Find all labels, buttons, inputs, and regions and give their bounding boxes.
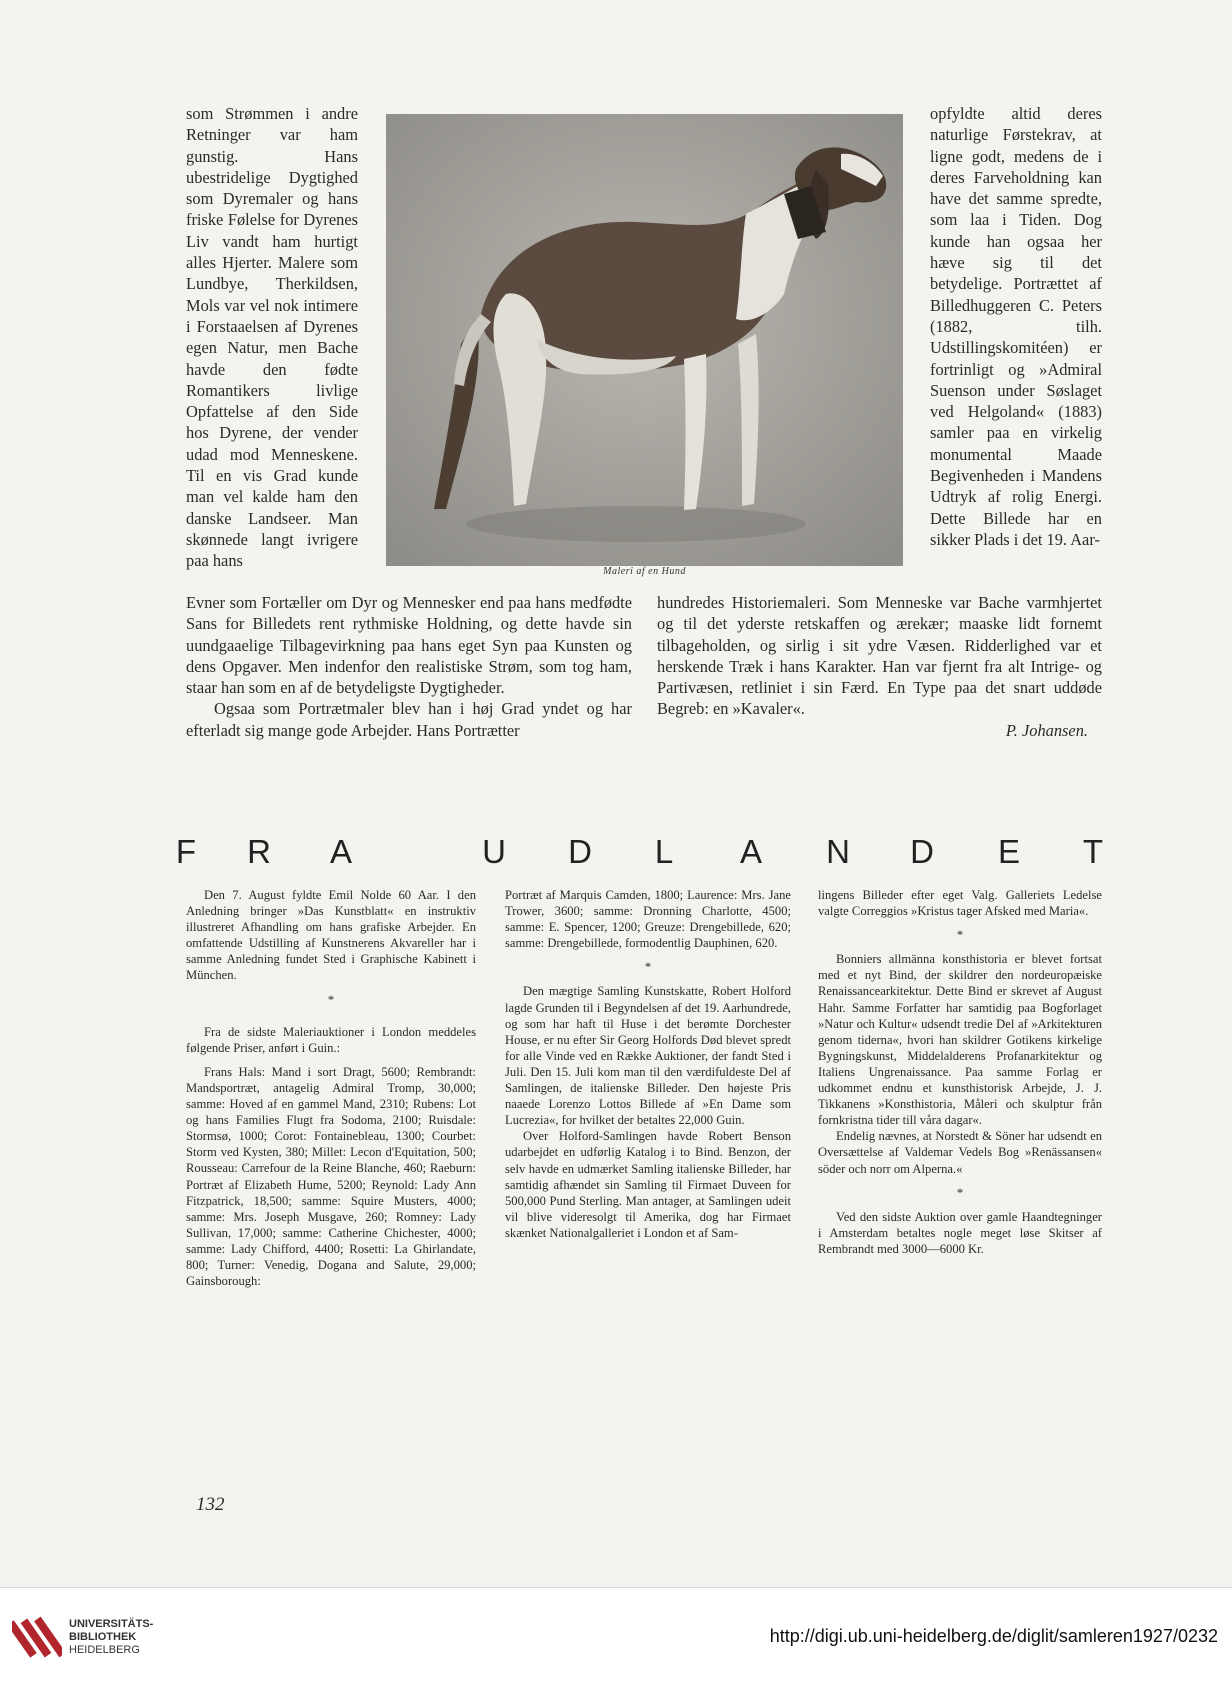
article-paragraph: Ogsaa som Portrætmaler blev han i høj Grad yndet og har efterladt sig mange gode Arbejder. Hans Portrætter [186,699,632,740]
section-heading-fra-udlandet [175,832,1104,872]
heading-letter: A [329,833,353,870]
news-paragraph: Bonniers allmänna konsthistoria er blevet fortsat med et nyt Bind, der skildrer den nordeuropæiske Renaissancearkitektur. Dette Bind er skrevet af August Hahr. Samme Forfatter har samtidig paa Bogforlaget »Natur och Kultur« udsendt tredie Del af »Arkitekturen genom tiderna«, hvori han skildrer Gotikens kirkelige Bygningskunst, Middelalderens Profanarkitektur og Italiens Ungrenaissance. Paa samme Forlag er udkommet endnu et kunsthistorisk Arbejde, J. J. Tikkanens »Konsthistoria, Måleri och skulptur från fornkristna tider till våra dagar«. [818,952,1102,1128]
news-paragraph: Fra de sidste Maleriauktioner i London meddeles følgende Priser, anført i Guin.: [186,1024,476,1055]
section-separator: * [327,992,335,1007]
news-column-2 [505,887,791,1241]
heading-letter: R [247,833,271,870]
article-paragraph: opfyldte altid deres naturlige Førstekrav, at ligne godt, medens de i deres Farveholdning kan have det samme spredte, som laa i Tiden. Dog kunde han ogsaa her hæve sig til det betydelige. Portrættet af Billedhuggeren C. Peters (1882, tilh. Udstillingskomitéen) er fortrinligt og »Admiral Suenson under Søslaget ved Helgoland« (1883) samler paa en virkelig monumental Maade Begivenheden i Mandens Udtryk af rolig Energi. Dette Billede har en sikker Plads i det 19. Aar- [930,104,1102,549]
heading-letter: U [482,833,506,870]
section-separator: * [956,928,964,943]
library-name: UNIVERSITÄTS- BIBLIOTHEK HEIDELBERG [69,1618,154,1656]
article-paragraph: som Strømmen i andre Retninger var ham gunstig. Hans ubestridelige Dygtighed som Dyremaler og hans friske Følelse for Dyrenes Liv vandt ham hurtigt alles Hjerter. Malere som Lundbye, Therkildsen, Mols var vel nok intimere i Forstaaelsen af Dyrenes egen Natur, men Bache havde den fødte Romantikers livlige Opfattelse af den Side hos Dyrene, der vender udad mod Menneskene. Til en vis Grad kunde man vel kalde ham den danske Landseer. Man skønnede langt ivrigere paa hans [186,104,358,571]
author-signature: P. Johansen. [1005,720,1088,740]
news-column-1 [186,887,476,1289]
heading-letter: T [1082,833,1104,870]
source-url-link[interactable]: http://digi.ub.uni-heidelberg.de/diglit/samleren1927/0232 [769,1626,1218,1646]
heading-letter: N [826,833,850,870]
news-column-3 [818,887,1102,1257]
section-separator: * [644,960,652,975]
article-paragraph: hundredes Historiemaleri. Som Menneske var Bache varmhjertet og til det yderste retskaffen og ærekær; maaske lidt fornemt tilbageholden, og sirlig i sit ydre Væsen. Ridderlighed var et herskende Træk i hans Karakter. Han var fjernt fra alt Intrige- og Partivæsen, retliniet i sin Færd. En Type paa det snart uddøde Begreb: en »Kavaler«. [657,593,1102,719]
heading-letter: D [910,833,934,870]
news-paragraph: Den mægtige Samling Kunstskatte, Robert Holford lagde Grunden til i Begyndelsen af det 19. Aarhundrede, og som har haft til Huse i det berømte Dorchester House, er nu efter Sir Georg Holfords Død blevet spredt for alle Vinde ved en Række Auktioner, der fandt Sted i Juli. Den 15. Juli kom man til den værdifuldeste Del af Samlingen, de italienske Billeder. Den højeste Pris naaede Lorenzo Lottos Billede af »En Dame som Lucrezia«, for hvilket der betaltes 22,000 Guin. [505,984,791,1128]
news-paragraph: Over Holford-Samlingen havde Robert Benson udarbejdet en udførlig Katalog i to Bind. Benzon, der selv havde en udmærket Samling italienske Billeder, har samtidig afhændet sin Samling til Firmaet Duveen for 500,000 Pund Sterling. Man antager, at Samlingen udeit vil blive videresolgt til Amerika, dog har Firmaet skænket Nationalgalleriet i London et af Sam- [505,1129,791,1240]
dog-painting-plate [386,114,903,566]
article-column-left-top [186,103,358,572]
image-caption: Maleri af en Hund [603,566,686,577]
news-paragraph: lingens Billeder efter eget Valg. Galleriets Ledelse valgte Correggios »Kristus tager Afsked med Maria«. [818,888,1102,919]
dog-painting-image [386,114,903,566]
news-paragraph: Frans Hals: Mand i sort Dragt, 5600; Rembrandt: Mandsportræt, antagelig Admiral Tromp, 30,000; samme: Hoved af en gammel Mand, 2310; Rubens: Lot og hans Families Flugt fra Sodoma, 2100; Ruisdale: Stormsø, 1000; Corot: Fontainebleau, 1300; Courbet: Storm ved Kysten, 380; Millet: Lecon d'Equitation, 500; Rousseau: Carrefour de la Reine Blanche, 460; Raeburn: Portræt af Elizabeth Hume, 5200; Reynold: Lady Ann Fitzpatrick, 18,500; samme: Squire Musters, 4000; samme: Mrs. Joseph Musgave, 260; Romney: Lady Sullivan, 17,000; samme: Catherine Chichester, 4000; samme: Lady Chifford, 4400; Rosetti: La Ghirlandate, 800; Turner: Venedig, Dogana and Salute, 29,000; Gainsborough: [186,1064,476,1289]
heading-letter: A [739,833,763,870]
article-column-left-bottom [186,592,632,741]
article-column-right-bottom [657,592,1102,741]
news-paragraph: Ved den sidste Auktion over gamle Haandtegninger i Amsterdam betaltes nogle meget løse Skitser af Rembrandt med 3000—6000 Kr. [818,1209,1102,1256]
library-footer [0,1587,1232,1693]
news-paragraph: Den 7. August fyldte Emil Nolde 60 Aar. I den Anledning bringer »Das Kunstblatt« en instruktiv illustreret Afhandling om hans grafiske Arbejder. En omfattende Udstilling af Kunstnerens Akvareller har i samme Anledning fundet Sted i Graphische Kabinett i München. [186,888,476,983]
article-column-right-top [930,103,1102,550]
article-paragraph: Evner som Fortæller om Dyr og Mennesker end paa hans medfødte Sans for Billedets rent rythmiske Holdning, og dette havde sin uundgaaelige Tilbagevirkning paa hans eget Syn paa Kunsten og dens Opgaver. Men indenfor den realistiske Strøm, som tog ham, staar han som en af de betydeligste Dygtigheder. [186,593,632,698]
news-paragraph: Portræt af Marquis Camden, 1800; Laurence: Mrs. Jane Trower, 3600; samme: Dronning Charlotte, 4500; samme: E. Spencer, 1200; Greuze: Drengebillede, 620; samme: Drengebillede, formodentlig Dauphinen, 620. [505,888,791,951]
heading-letter: F [175,833,197,870]
heading-letter: D [568,833,592,870]
page-number: 132 [196,1494,225,1515]
section-separator: * [956,1185,964,1200]
ub-heidelberg-logo-icon [12,1613,62,1663]
heading-letter: E [997,833,1021,870]
heading-letter: L [654,833,674,870]
news-paragraph: Endelig nævnes, at Norstedt & Söner har udsendt en Oversættelse af Valdemar Vedels Bog »Renässansen« söder och norr om Alperna.« [818,1129,1102,1176]
